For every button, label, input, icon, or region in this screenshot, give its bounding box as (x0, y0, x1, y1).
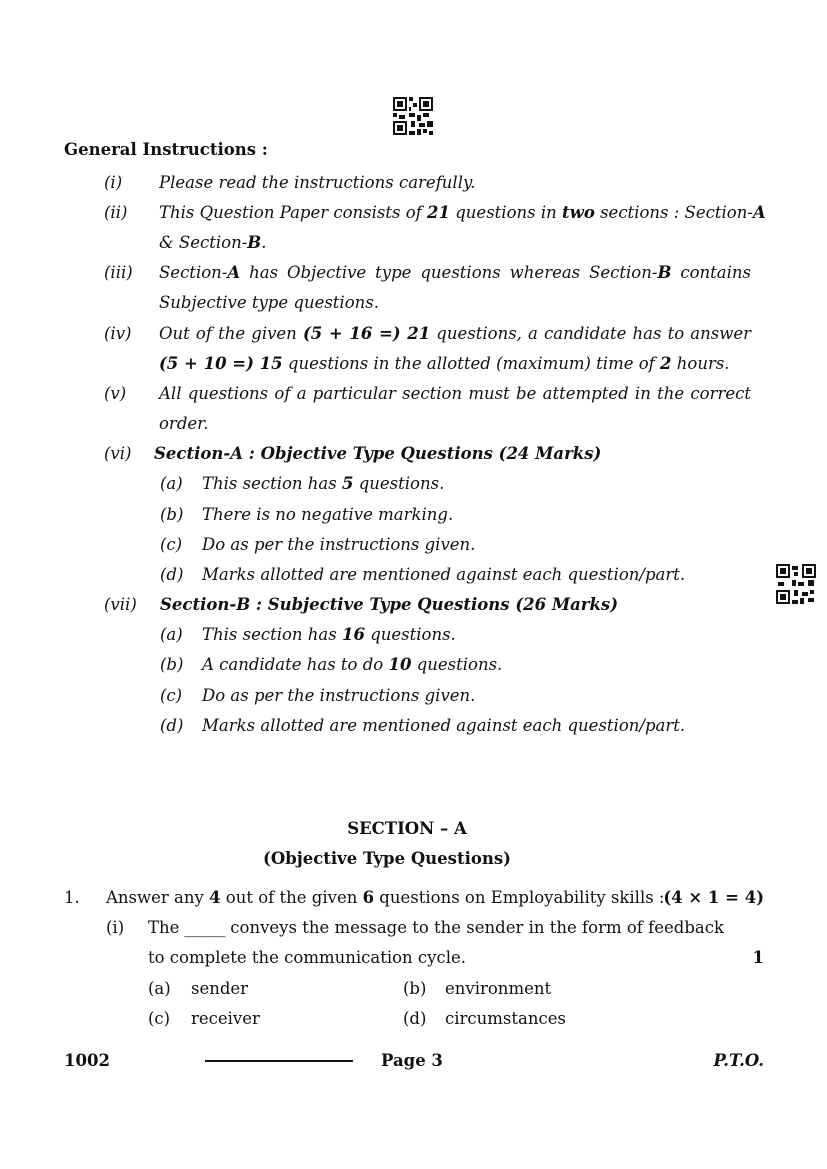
section-a-sub-num: (b) (160, 505, 184, 524)
subquestion-marks: 1 (752, 948, 764, 967)
subquestion-text-line1: The _____ conveys the message to the sender in the form of feedback (148, 918, 724, 937)
section-b-sub-text: This section has 16 questions. (202, 625, 456, 644)
section-b-instruction-heading: Section-B : Subjective Type Questions (26 Marks) (160, 595, 619, 614)
page-number: Page 3 (381, 1051, 443, 1070)
pto-label: P.T.O. (713, 1051, 764, 1070)
question-marks: (4 × 1 = 4) (663, 888, 764, 907)
section-a-sub-text: Marks allotted are mentioned against each question/part. (202, 565, 686, 584)
instruction-text-iii-line1: Section-A has Objective type questions whereas Section-B contains (159, 263, 751, 282)
paper-code: 1002 (64, 1051, 110, 1070)
subquestion-number: (i) (106, 918, 125, 937)
section-a-instruction-heading: Section-A : Objective Type Questions (24 Marks) (154, 444, 602, 463)
section-b-sub-num: (d) (160, 716, 184, 735)
section-b-sub-text: Marks allotted are mentioned against each question/part. (202, 716, 686, 735)
question-text: Answer any 4 out of the given 6 questions on Employability skills : (106, 888, 665, 907)
instruction-text-i: Please read the instructions carefully. (159, 173, 476, 192)
instruction-num-vii: (vii) (104, 595, 137, 614)
option-text: receiver (191, 1009, 260, 1028)
option-label: (a) (148, 979, 171, 998)
qr-code-top (393, 97, 433, 135)
footer-divider (205, 1060, 353, 1062)
option-text: sender (191, 979, 249, 998)
option-label: (b) (403, 979, 427, 998)
instruction-text-v-line2: order. (159, 414, 209, 433)
section-b-sub-num: (a) (160, 625, 183, 644)
instruction-num-iv: (iv) (104, 324, 132, 343)
section-b-sub-num: (c) (160, 686, 183, 705)
option-label: (d) (403, 1009, 427, 1028)
qr-code-side-icon (776, 564, 816, 604)
section-a-sub-text: There is no negative marking. (202, 505, 454, 524)
instruction-num-i: (i) (104, 173, 123, 192)
instruction-text-iv-line2: (5 + 10 =) 15 questions in the allotted (maximum) time of 2 hours. (159, 354, 730, 373)
instructions-heading: General Instructions : (64, 140, 268, 159)
instruction-num-ii: (ii) (104, 203, 128, 222)
instruction-text-iii-line2: Subjective type questions. (159, 293, 379, 312)
section-b-sub-num: (b) (160, 655, 184, 674)
section-a-sub-text: This section has 5 questions. (202, 474, 445, 493)
subquestion-text-line2: to complete the communication cycle. (148, 948, 467, 967)
instruction-num-vi: (vi) (104, 444, 132, 463)
question-number: 1. (64, 888, 80, 907)
instruction-num-v: (v) (104, 384, 127, 403)
section-a-sub-num: (d) (160, 565, 184, 584)
option-label: (c) (148, 1009, 171, 1028)
answer-blank: _____ (184, 918, 226, 937)
instruction-num-iii: (iii) (104, 263, 133, 282)
section-a-sub-num: (a) (160, 474, 183, 493)
instruction-text-v-line1: All questions of a particular section must be attempted in the correct (159, 384, 751, 403)
section-b-sub-text: A candidate has to do 10 questions. (202, 655, 503, 674)
section-a-sub-text: Do as per the instructions given. (202, 535, 476, 554)
instruction-text-ii-line1: This Question Paper consists of 21 questions in two sections : Section-A (159, 203, 766, 222)
section-b-sub-text: Do as per the instructions given. (202, 686, 476, 705)
qr-code-side (776, 564, 816, 604)
section-subtitle: (Objective Type Questions) (263, 849, 511, 868)
qr-code-top-icon (393, 97, 433, 135)
section-a-sub-num: (c) (160, 535, 183, 554)
instruction-text-iv-line1: Out of the given (5 + 16 =) 21 questions, a candidate has to answer (159, 324, 751, 343)
instruction-text-ii-line2: & Section-B. (159, 233, 267, 252)
section-title: SECTION – A (347, 819, 467, 838)
option-text: environment (445, 979, 552, 998)
option-text: circumstances (445, 1009, 566, 1028)
